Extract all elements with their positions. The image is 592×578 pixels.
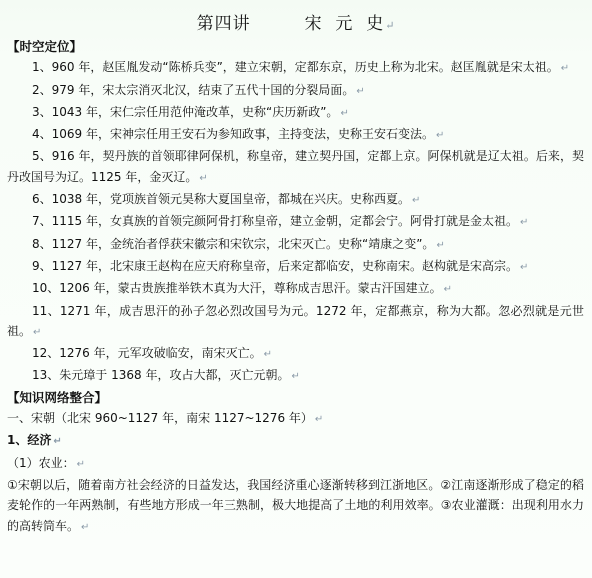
document-body (7, 37, 584, 538)
paragraph-mark-icon: ↵ (443, 284, 453, 296)
timeline-item: 7、1115 年，女真族的首领完颜阿骨打称皇帝，建立金朝，定都会宁。阿骨打就是金太祖。 ↵ (32, 214, 529, 229)
paragraph-mark-icon: ↵ (33, 326, 42, 338)
timeline-item: 13、朱元璋于 1368 年，攻占大都，灭亡元朝。 ↵ (32, 368, 300, 383)
song-dynasty-subheading: 一、宋朝（北宋 960~1127 年，南宋 1127~1276 年） ↵ (7, 411, 324, 426)
paragraph-mark-icon: ↵ (81, 521, 90, 533)
paragraph-mark-icon: ↵ (520, 261, 529, 273)
timeline-item: 10、1206 年，蒙古贵族推举铁木真为大汗，尊称成吉思汗。蒙古汗国建立。 ↵ (32, 281, 453, 296)
economy-heading: 1、经济 ↵ (7, 433, 62, 448)
section-heading-knowledge: 【知识网络整合】 (7, 389, 108, 405)
timeline-item: 9、1127 年，北宋康王赵构在应天府称皇帝，后来定都临安，史称南宋。赵构就是宋高宗。 ↵ (32, 258, 529, 273)
timeline-item: 5、916 年，契丹族的首领耶律阿保机，称皇帝，建立契丹国，定都上京。阿保机就是辽太祖。后来，契丹改国号为辽。1125 年，金灭辽。 ↵ (7, 149, 584, 184)
paragraph-mark-icon: ↵ (520, 217, 529, 229)
paragraph-mark-icon: ↵ (263, 349, 273, 361)
agriculture-subheading: （1）农业： ↵ (7, 455, 86, 470)
paragraph-mark-icon: ↵ (340, 107, 349, 119)
paragraph-mark-icon: ↵ (76, 458, 86, 470)
timeline-item: 8、1127 年，金统治者俘获宋徽宗和宋钦宗，北宋灭亡。史称“靖康之变”。 ↵ (32, 236, 445, 251)
timeline-item: 11、1271 年，成吉思汗的孙子忽必烈改国号为元。1272 年，定都燕京，称为大都。忽必烈就是元世祖。 ↵ (7, 303, 584, 338)
paragraph-mark-icon: ↵ (436, 130, 445, 142)
section-heading-timeline: 【时空定位】 (7, 39, 83, 54)
paragraph-mark-icon: ↵ (412, 195, 421, 207)
paragraph-mark-icon: ↵ (291, 371, 300, 383)
timeline-item: 6、1038 年，党项族首领元昊称大夏国皇帝，都城在兴庆。史称西夏。 ↵ (32, 192, 421, 207)
paragraph-mark-icon: ↵ (199, 172, 208, 184)
paragraph-mark-icon: ↵ (356, 85, 365, 97)
paragraph-mark-icon: ↵ (314, 414, 324, 426)
timeline-item: 3、1043 年，宋仁宗任用范仲淹改革，史称“庆历新政”。 ↵ (32, 104, 349, 119)
agriculture-paragraph: ①宋朝以后，随着南方社会经济的日益发达，我国经济重心逐渐转移到江浙地区。②江南逐渐形成了稳定的稻麦轮作的一年两熟制，有些地方形成一年三熟制，极大地提高了土地的利用效率。③农业灌溉：出现利用水力的高转筒车。 ↵ (7, 477, 584, 533)
paragraph-mark-icon: ↵ (436, 239, 445, 251)
timeline-item: 2、979 年，宋太宗消灭北汉，结束了五代十国的分裂局面。 ↵ (32, 82, 365, 97)
paragraph-mark-icon: ↵ (385, 19, 396, 32)
timeline-item: 4、1069 年，宋神宗任用王安石为参知政事，主持变法，史称王安石变法。 ↵ (32, 127, 445, 142)
lecture-title-text: 第四讲 宋 元 史 (196, 14, 385, 34)
lecture-title (0, 9, 592, 34)
paragraph-mark-icon: ↵ (53, 436, 62, 448)
timeline-item: 12、1276 年，元军攻破临安，南宋灭亡。 ↵ (32, 346, 273, 361)
timeline-item: 1、960 年，赵匡胤发动“陈桥兵变”，建立宋朝，定都东京，历史上称为北宋。赵匡胤就是宋太祖。 ↵ (32, 60, 570, 75)
paragraph-mark-icon: ↵ (560, 63, 570, 75)
